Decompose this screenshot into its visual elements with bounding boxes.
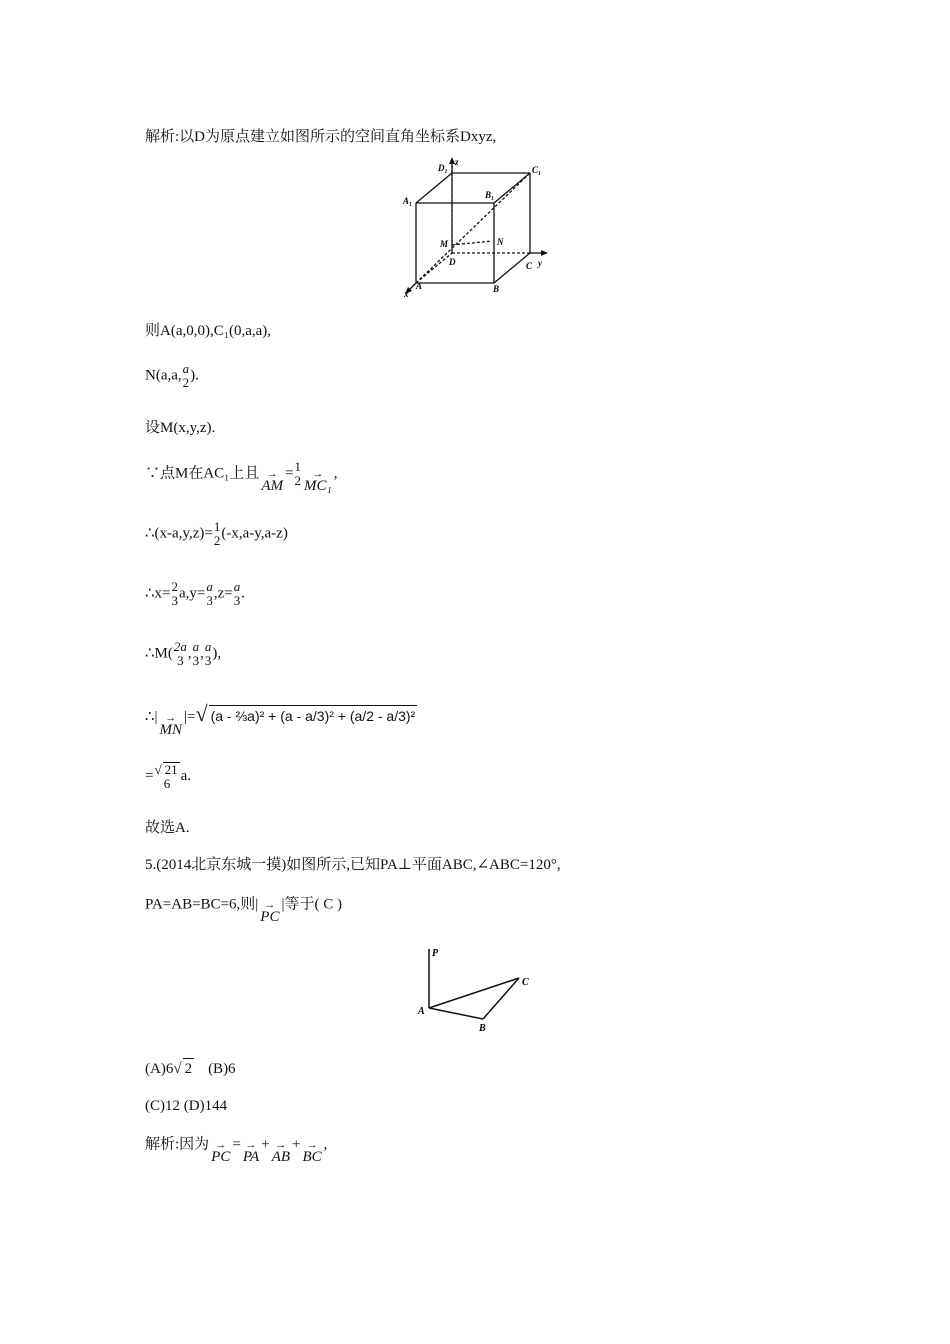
label-B1: B₁ — [485, 190, 495, 200]
question-5: 5.(2014北京东城一摸)如图所示,已知PA⊥平面ABC,∠ABC=120°, — [145, 857, 561, 873]
numerator: √ 21 — [154, 762, 178, 777]
numerator: 2a — [173, 639, 187, 654]
solution-intro: 解析:以D为原点建立如图所示的空间直角坐标系Dxyz, — [145, 129, 497, 145]
label-C: C — [526, 261, 533, 271]
text: ∴| — [145, 709, 158, 725]
text: (-x,a-y,a-z) — [221, 525, 288, 542]
length-MN — [145, 701, 417, 738]
text: a,y= — [179, 585, 206, 602]
vector-label: AB — [271, 1149, 291, 1165]
fraction — [206, 580, 213, 608]
numerator: a — [233, 579, 241, 594]
vector-label: AM — [261, 478, 284, 494]
numerator: a — [204, 639, 212, 654]
text: (B)6 — [208, 1061, 236, 1077]
vector-label: PC — [260, 909, 280, 925]
text: = — [145, 767, 154, 784]
text: |等于( C ) — [281, 896, 342, 913]
vector-equation — [145, 520, 288, 548]
radicand: 21 — [164, 762, 178, 777]
vector-PC: → PC — [260, 899, 280, 925]
condition-M — [145, 459, 338, 494]
radicand: 2 — [183, 1058, 195, 1079]
denominator: 2 — [294, 473, 302, 488]
options-C-D: (C)12 (D)144 — [145, 1098, 228, 1114]
fraction — [205, 640, 212, 668]
text: ∵点M在AC₁上且 — [145, 465, 260, 482]
cube-figure — [400, 155, 560, 300]
label-A: A — [416, 281, 423, 291]
vector-label: MC₁ — [304, 478, 332, 494]
label-C: C — [522, 977, 529, 988]
label-P: P — [432, 948, 439, 959]
fraction — [234, 580, 241, 608]
vector-BC: → BC — [302, 1139, 322, 1165]
coords-M — [145, 640, 221, 668]
vector-PA: → PA — [242, 1139, 260, 1165]
label-z: z — [455, 157, 459, 167]
fraction — [154, 762, 179, 791]
sqrt-sign: √ — [173, 1061, 182, 1077]
denominator: 3 — [233, 593, 241, 608]
sqrt-sign: √ — [195, 701, 208, 726]
text: . — [241, 585, 246, 602]
vector-MN: → MN — [159, 711, 183, 738]
label-y: y — [538, 258, 542, 268]
denominator: 3 — [206, 593, 213, 608]
vector-label: MN — [159, 721, 183, 738]
vector-AM: → AM — [261, 468, 284, 494]
text: , — [333, 465, 338, 482]
denominator: 3 — [171, 593, 179, 608]
numerator: 1 — [294, 459, 302, 474]
vector-MC1: → MC₁ — [304, 468, 332, 494]
fraction — [295, 460, 302, 488]
denominator: 6 — [163, 776, 171, 791]
text: a. — [180, 767, 192, 784]
set-M: 设M(x,y,z). — [145, 420, 216, 436]
fraction — [183, 362, 190, 390]
fraction — [193, 640, 200, 668]
label-A: A — [418, 1006, 425, 1017]
triangle-figure — [415, 942, 540, 1037]
vector-label: PA — [242, 1149, 260, 1165]
plus: + — [292, 1136, 301, 1153]
fraction — [214, 520, 221, 548]
text: ∴(x-a,y,z)= — [145, 525, 213, 542]
label-M: M — [440, 239, 449, 249]
numerator: a — [192, 639, 200, 654]
coords-A-C1: 则A(a,0,0),C₁(0,a,a), — [145, 323, 272, 339]
denominator: 3 — [204, 653, 212, 668]
vector-PC: → PC — [211, 1139, 231, 1165]
plus: + — [261, 1136, 270, 1153]
label-N: N — [497, 237, 504, 247]
text: |= — [184, 709, 196, 725]
text: ∴x= — [145, 585, 171, 602]
text: , — [200, 645, 204, 662]
numerator: 2 — [171, 579, 179, 594]
question-5-cont — [145, 893, 342, 925]
denominator: 2 — [182, 375, 190, 390]
sqrt-expression: (a - ⅔a)² + (a - a/3)² + (a/2 - a/3)² — [209, 705, 418, 726]
denominator: 2 — [213, 533, 221, 548]
answer-A: 故选A. — [145, 820, 190, 836]
label-B: B — [493, 284, 500, 294]
vector-label: PC — [211, 1149, 231, 1165]
xyz-solution — [145, 580, 245, 608]
numerator: a — [206, 579, 213, 594]
text: ). — [190, 367, 199, 384]
vector-AB: → AB — [271, 1139, 291, 1165]
text: , — [187, 645, 192, 662]
text: N(a,a, — [145, 367, 182, 384]
options-A-B — [145, 1058, 236, 1079]
label-A1: A₁ — [403, 196, 413, 206]
denominator: 3 — [192, 653, 200, 668]
label-B: B — [479, 1023, 486, 1034]
length-result — [145, 762, 191, 791]
text: PA=AB=BC=6,则| — [145, 896, 259, 913]
numerator: a — [182, 361, 190, 376]
numerator: 1 — [213, 519, 221, 534]
fraction — [174, 640, 187, 668]
text: ,z= — [213, 585, 233, 602]
fraction — [172, 580, 179, 608]
label-x: x — [404, 289, 409, 299]
text: ), — [212, 645, 222, 662]
equals: = — [285, 465, 294, 482]
text: ∴M( — [145, 645, 173, 662]
text: (A)6 — [145, 1061, 174, 1077]
label-D: D — [449, 257, 456, 267]
vector-label: BC — [302, 1149, 322, 1165]
text: , — [323, 1136, 328, 1153]
denominator: 3 — [177, 653, 184, 668]
label-C1: C₁ — [532, 165, 542, 175]
text: 解析:因为 — [145, 1136, 210, 1153]
coords-N — [145, 362, 199, 390]
equals: = — [232, 1136, 241, 1153]
solution-vector-sum — [145, 1133, 328, 1165]
label-D1: D₁ — [438, 163, 448, 173]
